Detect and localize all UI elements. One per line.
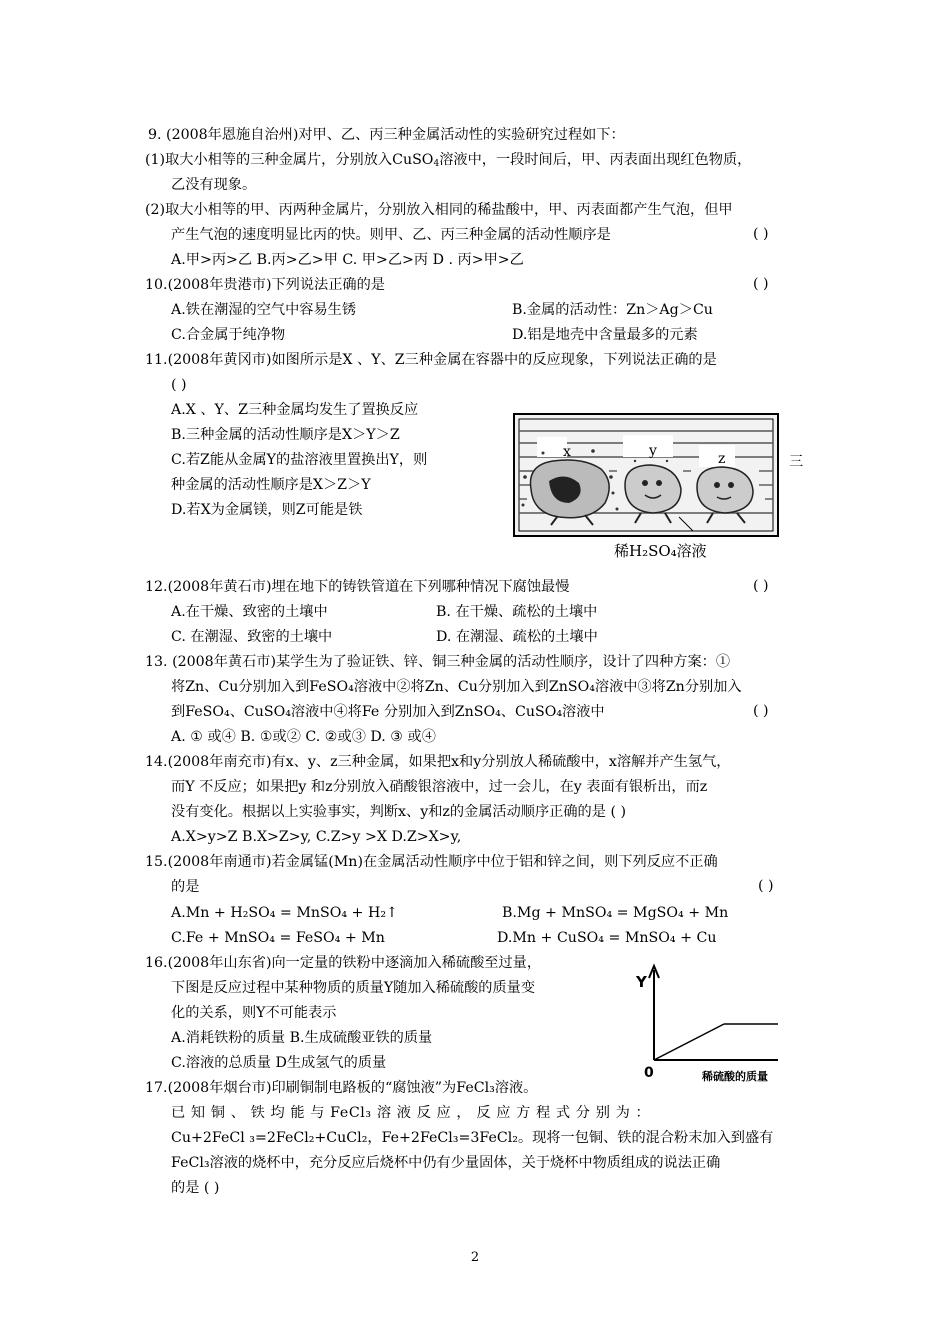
reaction-beaker-figure	[513, 413, 779, 537]
q9-line2-b: 溶液中，一段时间后，甲、丙表面出现红色物质，	[439, 152, 752, 168]
q15-option-d: D.Mn + CuSO₄ = MnSO₄ + Cu	[497, 930, 717, 946]
label-z: z	[718, 451, 726, 467]
q12-option-c: C. 在潮湿、致密的土壤中	[171, 629, 333, 645]
q9-line1: 9. (2008年恩施自治州)对甲、乙、丙三种金属活动性的实验研究过程如下：	[148, 127, 625, 143]
q10-answer-bracket: ( )	[753, 276, 769, 292]
q12-answer-bracket: ( )	[753, 578, 769, 594]
graph-y-label: Y	[636, 973, 647, 991]
q10-option-b: B.金属的活动性：Zn＞Ag＞Cu	[512, 302, 713, 318]
q14-line1: 14.(2008年南充市)有x、y、z三种金属，如果把x和y分别放人稀硫酸中，x溶解并产生氢气，	[145, 754, 731, 770]
graph-x-label: 稀硫酸的质量	[702, 1070, 768, 1082]
q10-option-a: A.铁在潮湿的空气中容易生锈	[171, 302, 357, 318]
dilute-sulfuric-acid-label: 稀H₂SO₄溶液	[614, 542, 707, 560]
q16-line1: 16.(2008年山东省)向一定量的铁粉中逐滴加入稀硫酸至过量，	[145, 955, 542, 971]
q15-option-b: B.Mg + MnSO₄ = MgSO₄ + Mn	[502, 905, 729, 921]
q13-answer-bracket: ( )	[753, 703, 769, 719]
q11-option-a: A.X 、Y、Z三种金属均发生了置换反应	[171, 402, 419, 418]
q10-stem: 10.(2008年贵港市)下列说法正确的是	[145, 277, 385, 293]
page-number: 2	[470, 1250, 480, 1265]
q14-options: A.X>y>Z B.X>Z>y, C.Z>y >X D.Z>X>y,	[171, 829, 462, 845]
q16-line2: 下图是反应过程中某种物质的质量Y随加入稀硫酸的质量变	[171, 980, 536, 996]
q13-options: A. ① 或④ B. ①或② C. ②或③ D. ③ 或④	[171, 729, 436, 745]
q11-option-c-tail: 三	[789, 454, 804, 470]
q17-line3: Cu+2FeCl ₃=2FeCl₂+CuCl₂，Fe+2FeCl₃=3FeCl₂。现将一包铜、铁的混合粉末加入到盛有	[171, 1130, 774, 1146]
q17-line5: 的是 ( )	[171, 1180, 220, 1196]
q9-line5: 产生气泡的速度明显比丙的快。则甲、乙、丙三种金属的活动性顺序是	[171, 227, 611, 243]
q16-options-ab: A.消耗铁粉的质量 B.生成硫酸亚铁的质量	[171, 1030, 433, 1046]
mass-relationship-graph	[636, 960, 784, 1082]
q11-option-c-line2: 种金属的活动性顺序是X＞Z＞Y	[171, 477, 371, 493]
label-x: x	[563, 444, 571, 460]
q9-answer-bracket: ( )	[753, 226, 769, 242]
label-y: y	[649, 443, 657, 459]
q9-options: A.甲>丙>乙 B.丙>乙>甲 C. 甲>乙>丙 D . 丙>甲>乙	[171, 252, 524, 268]
q11-option-c-line1: C.若Z能从金属Y的盐溶液里置换出Y，则	[171, 452, 428, 468]
q12-option-b: B. 在干燥、疏松的土壤中	[436, 604, 598, 620]
q11-option-d: D.若X为金属镁，则Z可能是铁	[171, 502, 363, 518]
q14-line3: 没有变化。根据以上实验事实，判断x、y和z的金属活动顺序正确的是 ( )	[171, 804, 627, 820]
q11-option-b: B.三种金属的活动性顺序是X＞Y＞Z	[171, 427, 400, 443]
q9-line2-sub: 4	[433, 159, 440, 169]
q13-line2: 将Zn、Cu分别加入到FeSO₄溶液中②将Zn、Cu分别加入到ZnSO₄溶液中③将Zn分别加入	[171, 679, 742, 695]
q13-line3: 到FeSO₄、CuSO₄溶液中④将Fe 分别加入到ZnSO₄、CuSO₄溶液中	[171, 704, 605, 720]
q12-option-d: D. 在潮湿、疏松的土壤中	[436, 629, 598, 645]
q15-answer-bracket: ( )	[758, 878, 774, 894]
q15-line2: 的是	[171, 879, 200, 895]
q15-option-a: A.Mn + H₂SO₄ = MnSO₄ + H₂↑	[171, 905, 398, 921]
q10-option-d: D.铝是地壳中含量最多的元素	[512, 327, 698, 343]
q17-line4: FeCl₃溶液的烧杯中，充分反应后烧杯中仍有少量固体，关于烧杯中物质组成的说法正确	[171, 1155, 721, 1171]
q9-line2	[145, 151, 751, 169]
q16-options-cd: C.溶液的总质量 D生成氢气的质量	[171, 1055, 387, 1071]
q14-line2: 而Y 不反应；如果把y 和z分别放入硝酸银溶液中，过一会儿，在y 表面有银析出，而z	[171, 779, 708, 795]
q9-line3: 乙没有现象。	[171, 177, 257, 193]
q10-option-c: C.合金属于纯净物	[171, 327, 286, 343]
q17-line1: 17.(2008年烟台市)印刷铜制电路板的“腐蚀液”为FeCl₃溶液。	[145, 1080, 538, 1096]
q9-line4: (2)取大小相等的甲、丙两种金属片，分别放入相同的稀盐酸中，甲、丙表面都产生气泡，但甲	[145, 202, 733, 218]
q13-line1: 13. (2008年黄石市)某学生为了验证铁、锌、铜三种金属的活动性顺序，设计了四种方案：①	[145, 654, 731, 670]
q15-option-c: C.Fe + MnSO₄ = FeSO₄ + Mn	[171, 930, 385, 946]
q17-line2: 已 知 铜 、 铁 均 能 与 FeCl₃ 溶 液 反 应 ， 反 应 方 程 式 分 别 为 ：	[171, 1105, 651, 1121]
rising-segment	[654, 1024, 724, 1060]
graph-origin-label: 0	[644, 1065, 654, 1081]
q15-line1: 15.(2008年南通市)若金属锰(Mn)在金属活动性顺序中位于铝和锌之间，则下列反应不正确	[145, 854, 718, 870]
q16-line3: 化的关系，则Y不可能表示	[171, 1005, 337, 1021]
q9-line2-a: (1)取大小相等的三种金属片，分别放入CuSO	[145, 152, 434, 168]
q11-stem: 11.(2008年黄冈市)如图所示是X 、Y、Z三种金属在容器中的反应现象，下列说法正确的是	[145, 352, 717, 368]
q12-stem: 12.(2008年黄石市)埋在地下的铸铁管道在下列哪种情况下腐蚀最慢	[145, 579, 570, 595]
q11-answer-bracket: ( )	[171, 377, 187, 393]
q12-option-a: A.在干燥、致密的土壤中	[171, 604, 328, 620]
